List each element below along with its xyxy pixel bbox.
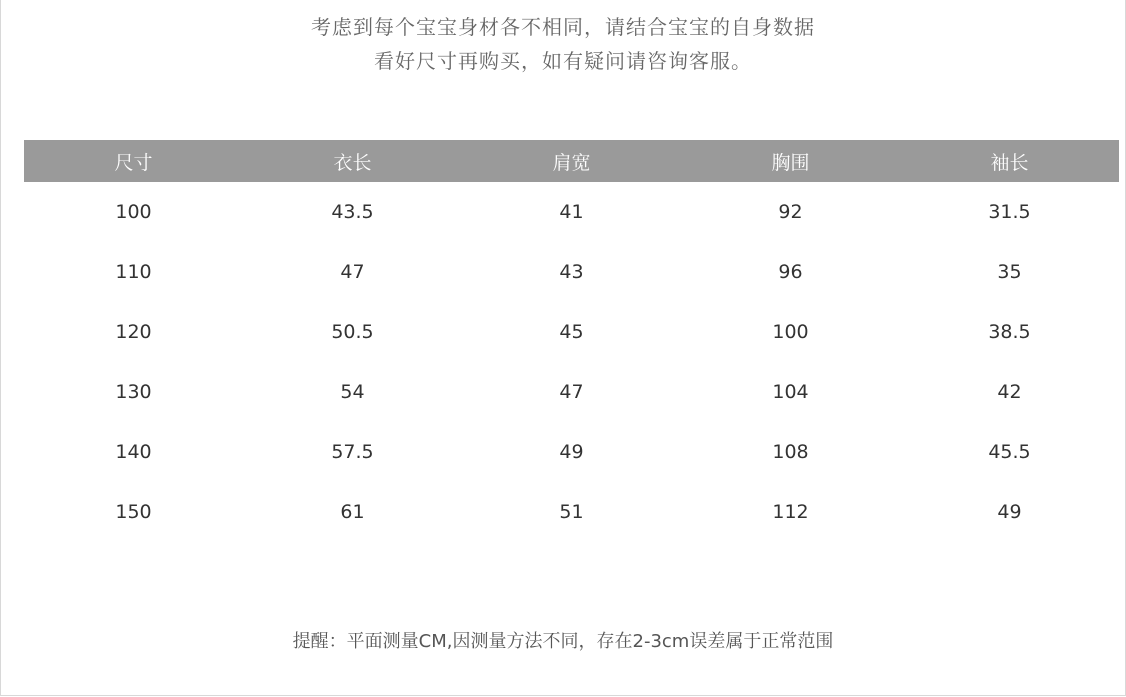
cell-length: 50.5 xyxy=(331,321,374,343)
intro-text xyxy=(0,10,1126,78)
cell-shoulder: 43 xyxy=(559,261,584,283)
header-length: 衣长 xyxy=(333,151,372,174)
table-row xyxy=(24,362,1119,422)
cell-sleeve: 35 xyxy=(997,261,1022,283)
cell-shoulder: 45 xyxy=(559,321,584,343)
header-sleeve: 袖长 xyxy=(990,151,1029,174)
cell-size: 100 xyxy=(115,201,152,223)
cell-chest: 108 xyxy=(772,441,809,463)
header-chest: 胸围 xyxy=(771,151,810,174)
table-row xyxy=(24,482,1119,542)
intro-line-1: 考虑到每个宝宝身材各不相同，请结合宝宝的自身数据 xyxy=(311,15,815,39)
cell-sleeve: 45.5 xyxy=(988,441,1031,463)
header-shoulder: 肩宽 xyxy=(552,151,591,174)
cell-chest: 96 xyxy=(778,261,803,283)
cell-length: 47 xyxy=(340,261,365,283)
cell-sleeve: 49 xyxy=(997,501,1022,523)
measurement-note: 提醒：平面测量CM,因测量方法不同，存在2-3cm误差属于正常范围 xyxy=(292,631,834,652)
cell-chest: 112 xyxy=(772,501,809,523)
cell-chest: 100 xyxy=(772,321,809,343)
cell-sleeve: 42 xyxy=(997,381,1022,403)
cell-chest: 92 xyxy=(778,201,803,223)
cell-size: 110 xyxy=(115,261,152,283)
cell-shoulder: 51 xyxy=(559,501,584,523)
cell-size: 140 xyxy=(115,441,152,463)
cell-length: 54 xyxy=(340,381,365,403)
intro-line-2: 看好尺寸再购买，如有疑问请咨询客服。 xyxy=(374,49,752,73)
cell-sleeve: 31.5 xyxy=(988,201,1031,223)
table-row xyxy=(24,182,1119,242)
size-table xyxy=(24,140,1119,542)
cell-shoulder: 47 xyxy=(559,381,584,403)
cell-shoulder: 49 xyxy=(559,441,584,463)
cell-shoulder: 41 xyxy=(559,201,584,223)
table-row xyxy=(24,422,1119,482)
cell-size: 130 xyxy=(115,381,152,403)
cell-size: 120 xyxy=(115,321,152,343)
cell-chest: 104 xyxy=(772,381,809,403)
cell-length: 61 xyxy=(340,501,365,523)
cell-sleeve: 38.5 xyxy=(988,321,1031,343)
cell-size: 150 xyxy=(115,501,152,523)
header-size: 尺寸 xyxy=(114,151,153,174)
table-row xyxy=(24,302,1119,362)
cell-length: 57.5 xyxy=(331,441,374,463)
cell-length: 43.5 xyxy=(331,201,374,223)
table-header xyxy=(24,140,1119,182)
table-row xyxy=(24,242,1119,302)
